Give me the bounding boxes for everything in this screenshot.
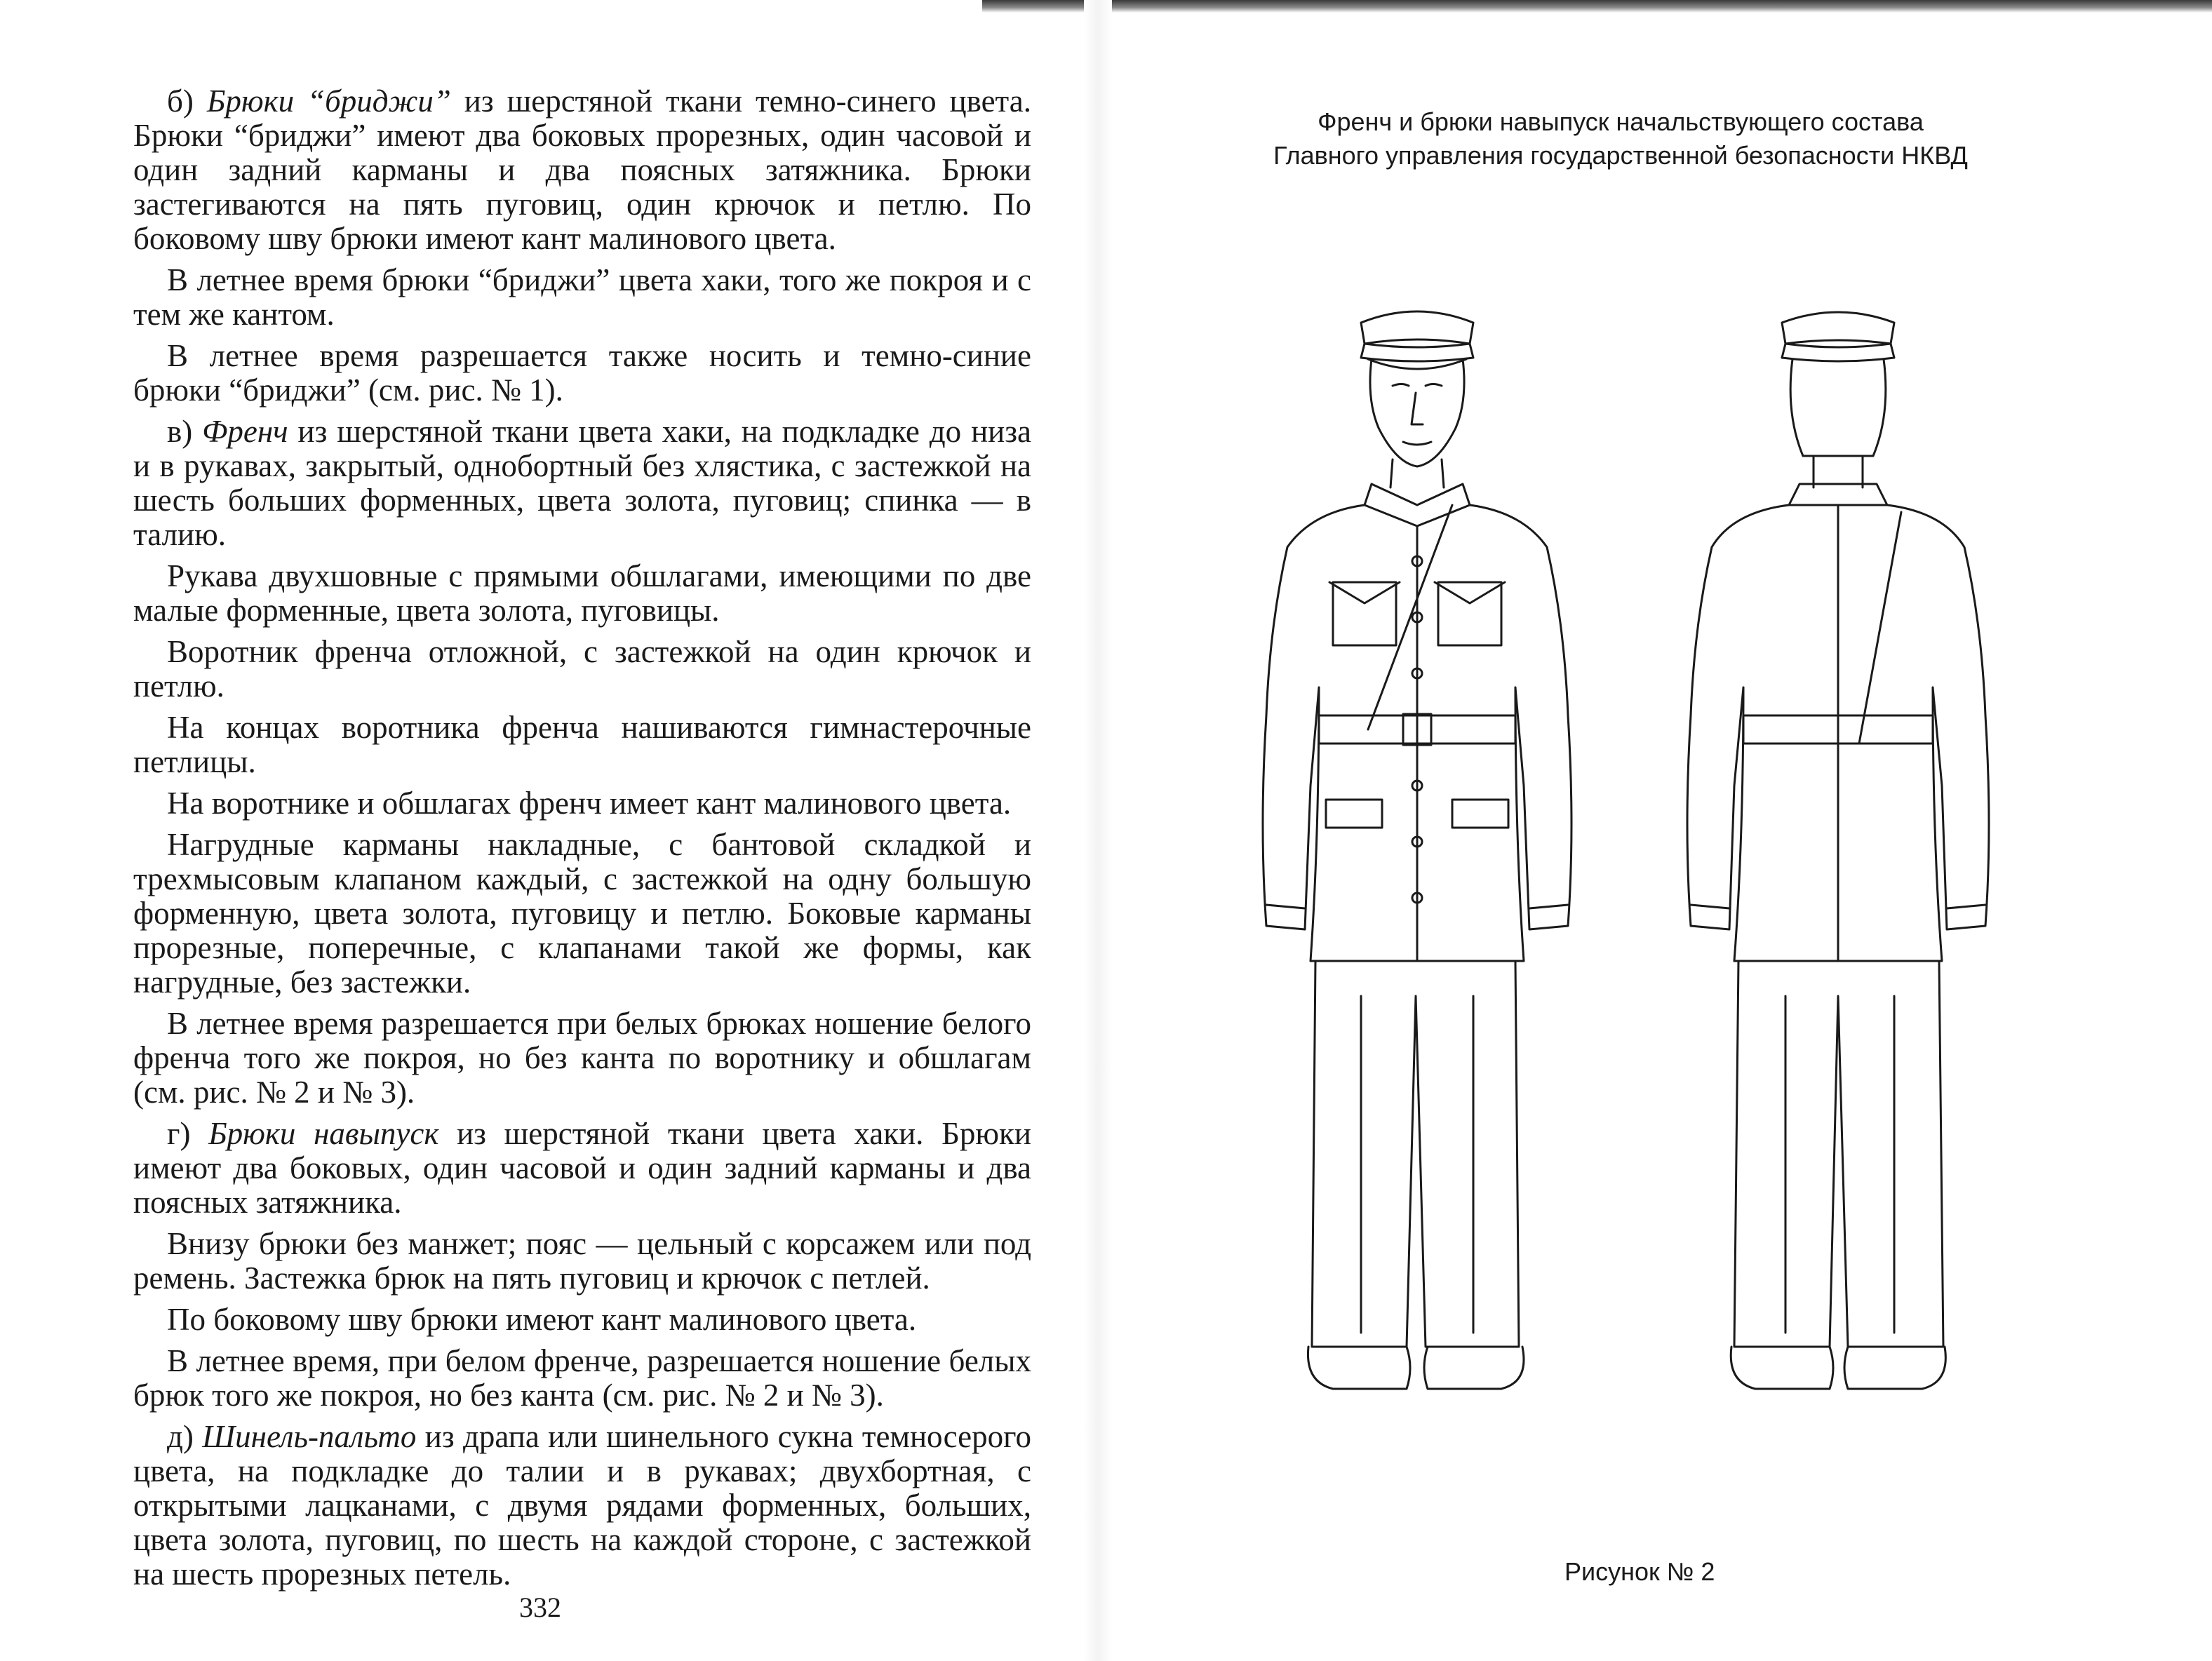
figure-caption: Рисунок № 2: [1564, 1557, 1715, 1586]
paragraph-term: Шинель-пальто: [202, 1419, 417, 1454]
paragraph: [133, 84, 1031, 256]
paragraph-text: из драпа или шинельного сукна темносерого цвета, на подкладке до талии и в рукавах; двухбортная, с открытыми лацканами, с двумя рядами форменных, больших, цвета золота, пуговиц, по шесть на каждой стороне, с застежкой на шесть прорезных петель.: [133, 1419, 1031, 1592]
book-spine: [1084, 0, 1112, 1661]
paragraph: [133, 559, 1031, 628]
body-text: [133, 84, 1031, 1592]
paragraph-text: Рукава двухшовные с прямыми обшлагами, имеющими по две малые форменные, цвета золота, пуговицы.: [133, 558, 1031, 628]
figure-title-line-2: Главного управления государственной безопасности НКВД: [1273, 141, 1968, 170]
paragraph-text: На концах воротника френча нашиваются гимнастерочные петлицы.: [133, 710, 1031, 779]
paragraph: [133, 1344, 1031, 1413]
paragraph-text: Воротник френча отложной, с застежкой на один крючок и петлю.: [133, 634, 1031, 704]
paragraph: [133, 1117, 1031, 1220]
paragraph: [133, 828, 1031, 1000]
paragraph: [133, 635, 1031, 704]
back-view-officer: [1687, 312, 1989, 1389]
figure-title: [1207, 105, 2035, 173]
paragraph-term: Брюки “бриджи”: [206, 83, 451, 119]
paragraph: [133, 1420, 1031, 1592]
paragraph-text: Внизу брюки без манжет; пояс — цельный с корсажем или под ремень. Застежка брюк на пять пуговиц и крючок с петлей.: [133, 1226, 1031, 1296]
paragraph-text: из шерстяной ткани цвета хаки, на подкладке до низа и в рукавах, закрытый, однобортный без хлястика, с застежкой на шесть больших форменных, цвета золота, пуговиц; спинка — в талию.: [133, 414, 1032, 552]
paragraph-text: На воротнике и обшлагах френч имеет кант малинового цвета.: [167, 786, 1012, 821]
paragraph-prefix: в): [167, 414, 203, 449]
paragraph-prefix: б): [167, 83, 207, 119]
paragraph: [133, 263, 1031, 332]
right-page: [1122, 0, 2212, 1661]
front-view-officer: [1263, 311, 1571, 1389]
paragraph-text: По боковому шву брюки имеют кант малинового цвета.: [167, 1302, 917, 1337]
paragraph-prefix: г): [167, 1116, 209, 1151]
paragraph-text: В летнее время разрешается также носить и темно-синие брюки “бриджи” (см. рис. № 1).: [133, 338, 1031, 408]
paragraph-prefix: д): [167, 1419, 203, 1454]
paragraph-text: из шерстяной ткани цвета хаки. Брюки имеют два боковых, один часовой и один задний карманы и два поясных затяжника.: [133, 1116, 1031, 1220]
paragraph-term: Френч: [202, 414, 288, 449]
left-page: [133, 84, 1031, 1641]
paragraph-term: Брюки навыпуск: [208, 1116, 439, 1151]
page-number: 332: [519, 1592, 561, 1623]
paragraph: [133, 1227, 1031, 1296]
paragraph: [133, 1303, 1031, 1337]
paragraph: [133, 711, 1031, 779]
paragraph-text: В летнее время брюки “бриджи” цвета хаки, того же покроя и с тем же кантом.: [133, 262, 1031, 332]
figure-title-line-1: Френч и брюки навыпуск начальствующего состава: [1318, 107, 1924, 136]
paragraph-text: В летнее время разрешается при белых брюках ношение белого френча того же покроя, но без канта по воротнику и обшлагам (см. рис. № 2 и № 3).: [133, 1006, 1031, 1110]
paragraph-text: Нагрудные карманы накладные, с бантовой складкой и трехмысовым клапаном каждый, с застежкой на одну большую форменную, цвета золота, пуговицу и петлю. Боковые карманы прорезные, поперечные, с клапанами такой же формы, как нагрудные, без застежки.: [133, 827, 1031, 1000]
paragraph-text: В летнее время, при белом френче, разрешается ношение белых брюк того же покроя, но без канта (см. рис. № 2 и № 3).: [133, 1343, 1031, 1413]
paragraph: [133, 415, 1031, 552]
paragraph: [133, 786, 1031, 821]
paragraph-text: из шерстяной ткани темно-синего цвета. Брюки “бриджи” имеют два боковых прорезных, один часовой и один задний карманы и два поясных затяжника. Брюки застегиваются на пять пуговиц, один крючок и петлю. По боковому шву брюки имеют кант малинового цвета.: [133, 83, 1031, 256]
paragraph: [133, 339, 1031, 408]
paragraph: [133, 1007, 1031, 1110]
uniform-illustration: [1228, 295, 2042, 1417]
